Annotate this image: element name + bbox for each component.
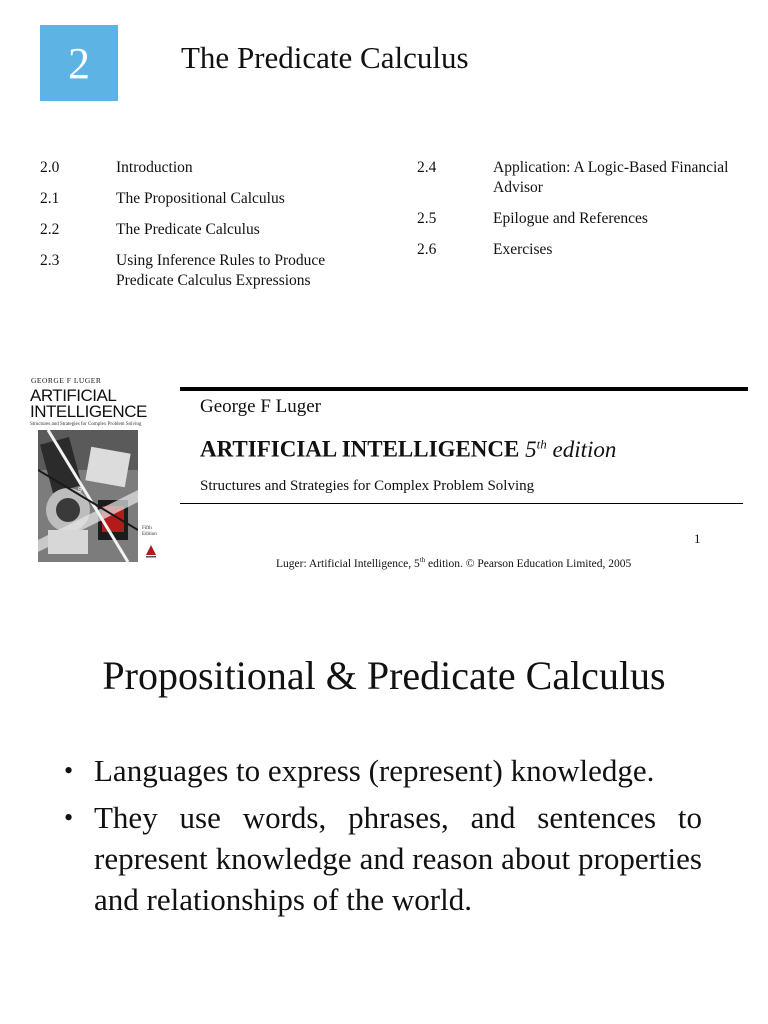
copyright-notice xyxy=(276,556,631,570)
book-title-main: ARTIFICIAL INTELLIGENCE xyxy=(200,436,520,462)
cover-title xyxy=(30,388,160,420)
edition-word: edition xyxy=(552,436,617,462)
bullet-item xyxy=(62,750,702,791)
bullet-icon: • xyxy=(64,803,74,832)
toc-number: 2.0 xyxy=(40,159,60,176)
toc-label: Exercises xyxy=(493,241,553,258)
book-author: George F Luger xyxy=(200,396,322,417)
toc-label: The Propositional Calculus xyxy=(116,190,285,207)
chapter-number-box xyxy=(40,25,118,101)
toc-label: The Predicate Calculus xyxy=(116,221,260,238)
book-title xyxy=(200,436,616,463)
chapter-title: The Predicate Calculus xyxy=(181,40,469,75)
book-subtitle: Structures and Strategies for Complex Problem Solving xyxy=(200,478,535,494)
toc-number: 2.5 xyxy=(417,210,437,227)
bullet-list xyxy=(62,750,702,926)
book-cover-image xyxy=(30,376,160,566)
toc-item xyxy=(40,158,380,178)
chapter-number: 2 xyxy=(68,38,90,88)
toc-label: Introduction xyxy=(116,159,193,176)
toc-item xyxy=(417,158,747,198)
edition-number: 5 xyxy=(525,436,537,462)
bullet-item xyxy=(62,797,702,920)
toc-number: 2.6 xyxy=(417,241,437,258)
copyright-suffix: edition. © Pearson Education Limited, 2005 xyxy=(425,557,632,570)
toc-number: 2.3 xyxy=(40,252,60,269)
toc-item xyxy=(40,220,380,240)
cover-artwork xyxy=(38,430,138,562)
toc-item xyxy=(40,189,380,209)
toc-right-column xyxy=(417,158,747,271)
book-edition xyxy=(525,437,616,462)
cover-subtitle: Structures and Strategies for Complex Problem Solving xyxy=(30,422,142,427)
bullet-icon: • xyxy=(64,756,74,785)
toc-item xyxy=(40,251,380,291)
header-rule-thin xyxy=(180,503,743,504)
toc-number: 2.1 xyxy=(40,190,60,207)
page-number: 1 xyxy=(694,531,701,546)
toc-label: Using Inference Rules to Produce Predicate Calculus Expressions xyxy=(116,252,326,289)
toc-number: 2.2 xyxy=(40,221,60,238)
slide-heading: Propositional & Predicate Calculus xyxy=(102,653,666,698)
publisher-logo-icon xyxy=(144,544,158,558)
cover-edition-line: Fifth xyxy=(142,526,152,531)
toc-left-column xyxy=(40,158,380,302)
copyright-prefix: Luger: Artificial Intelligence, 5 xyxy=(276,557,420,570)
cover-title-line: ARTIFICIAL xyxy=(30,386,117,405)
svg-text:9: 9 xyxy=(78,487,82,494)
bullet-text: Languages to express (represent) knowledge. xyxy=(94,753,655,788)
toc-item xyxy=(417,240,747,260)
cover-edition-line: Edition xyxy=(142,532,157,537)
toc-item xyxy=(417,209,747,229)
header-rule-thick xyxy=(180,387,748,391)
bullet-text: They use words, phrases, and sentences to represent knowledge and reason about properties and relationships of the world. xyxy=(94,800,702,917)
toc-label: Epilogue and References xyxy=(493,210,648,227)
toc-label: Application: A Logic-Based Financial Advisor xyxy=(493,159,729,196)
cover-title-line: INTELLIGENCE xyxy=(30,402,147,421)
edition-superscript: th xyxy=(536,436,547,451)
copyright-superscript: th xyxy=(419,556,426,564)
toc-number: 2.4 xyxy=(417,159,437,176)
cover-author: GEORGE F LUGER xyxy=(31,376,102,385)
cover-edition xyxy=(142,526,157,538)
